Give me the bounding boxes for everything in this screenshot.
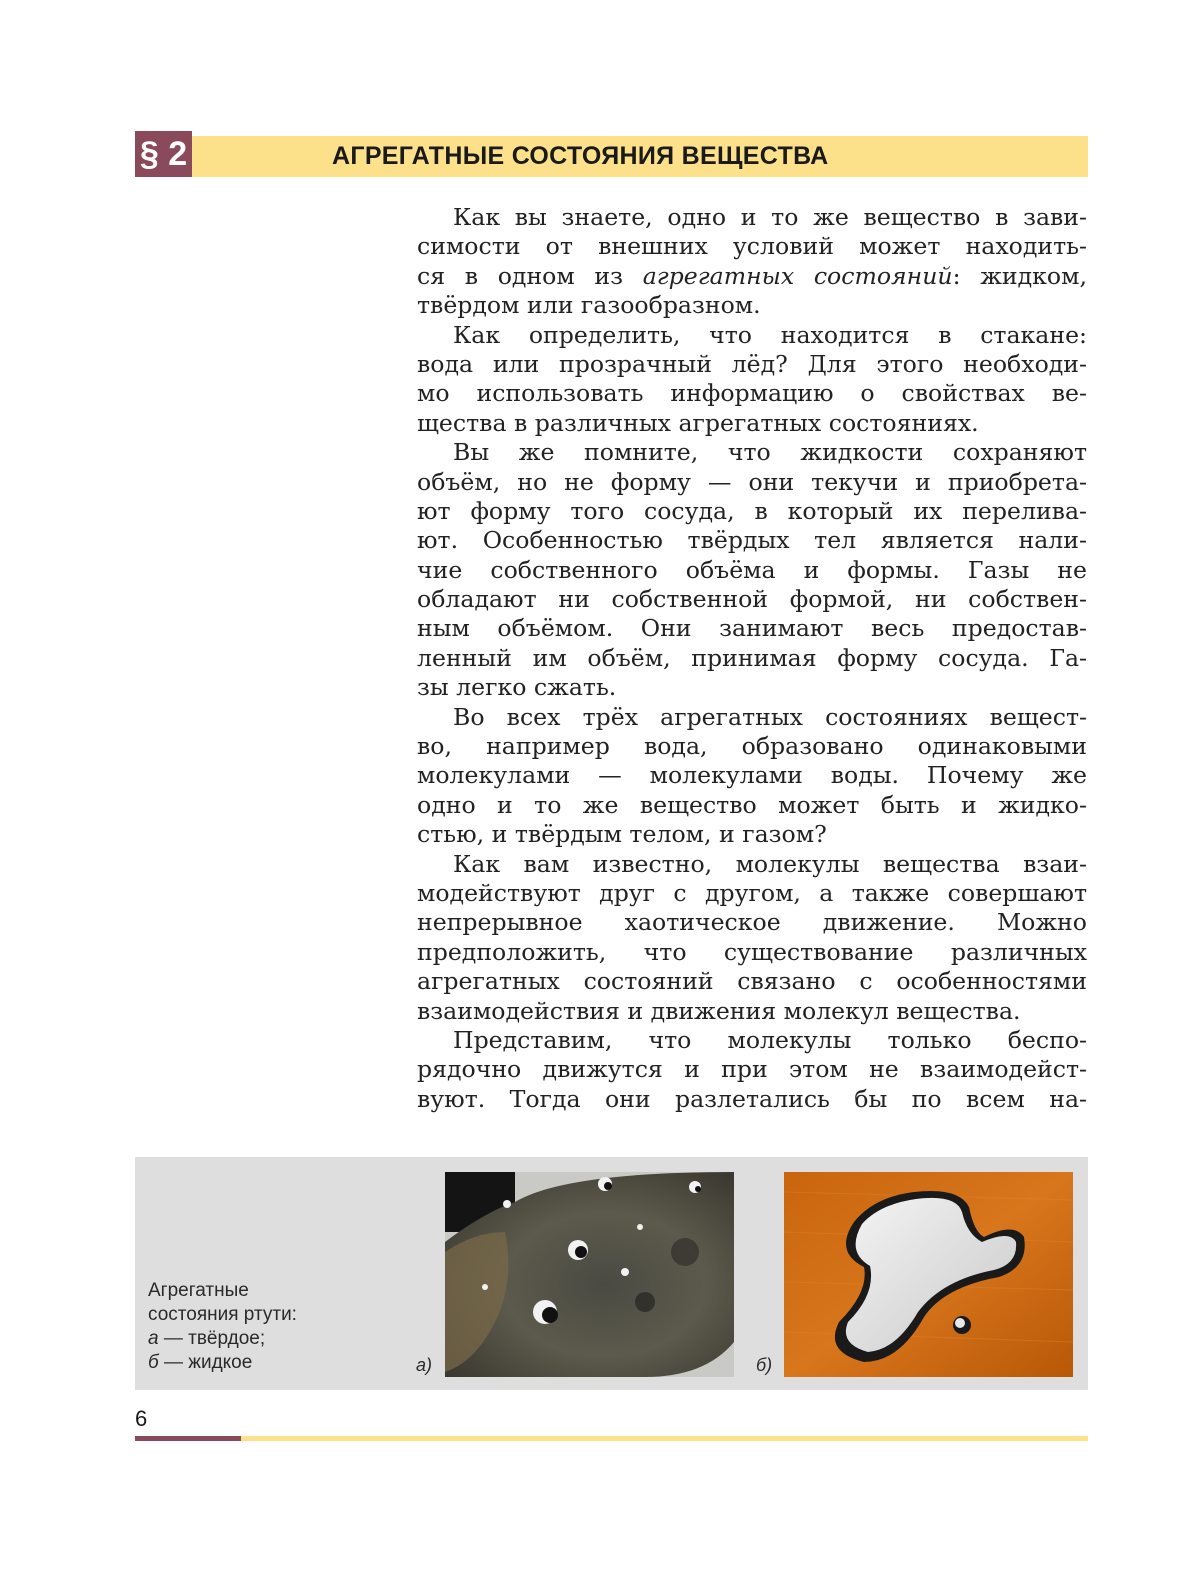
text-run: Как вам известно, молекулы вещества взаи- bbox=[453, 849, 1087, 878]
text-line bbox=[417, 879, 1087, 908]
text-run: твёрдом или газообразном. bbox=[417, 291, 761, 320]
text-run: Как вы знаете, одно и то же вещество в зави- bbox=[453, 203, 1087, 231]
section-title: АГРЕГАТНЫЕ СОСТОЯНИЯ ВЕЩЕСТВА bbox=[332, 142, 829, 170]
caption-letter: б bbox=[148, 1352, 159, 1373]
text-run: ют. Особенностью твёрдых тел является нали- bbox=[417, 526, 1087, 555]
text-line bbox=[417, 409, 1087, 438]
caption-line bbox=[148, 1351, 297, 1375]
text-run: стью, и твёрдым телом, и газом? bbox=[417, 820, 827, 849]
body-text bbox=[417, 203, 1087, 1114]
text-line bbox=[417, 908, 1087, 937]
text-line bbox=[417, 203, 1087, 232]
emphasized-term: агрегатных состояний bbox=[642, 261, 953, 290]
text-line bbox=[417, 321, 1087, 350]
text-run: вода или прозрачный лёд? Для этого необходи- bbox=[417, 349, 1087, 378]
text-line bbox=[417, 262, 1087, 291]
text-line bbox=[417, 644, 1087, 673]
text-line bbox=[417, 1055, 1087, 1084]
text-run: объём, но не форму — они текучи и приобрета- bbox=[417, 467, 1087, 496]
footer-rule-accent bbox=[135, 1436, 241, 1441]
text-line bbox=[417, 1085, 1087, 1114]
footer-rule bbox=[241, 1436, 1088, 1441]
text-line bbox=[417, 732, 1087, 761]
text-run: ным объёмом. Они занимают весь предостав- bbox=[417, 614, 1087, 643]
text-run: непрерывное хаотическое движение. Можно bbox=[417, 908, 1087, 937]
text-line bbox=[417, 350, 1087, 379]
text-line bbox=[417, 703, 1087, 732]
text-line bbox=[417, 791, 1087, 820]
text-run: агрегатных состояний связано с особенностями bbox=[417, 967, 1087, 996]
page-number: 6 bbox=[135, 1406, 148, 1431]
text-line bbox=[417, 938, 1087, 967]
text-line bbox=[417, 438, 1087, 467]
text-run: взаимодействия и движения молекул вещества. bbox=[417, 996, 1021, 1025]
text-line bbox=[417, 761, 1087, 790]
text-run: Во всех трёх агрегатных состояниях вещест- bbox=[453, 702, 1087, 731]
text-line bbox=[417, 997, 1087, 1026]
text-line bbox=[417, 673, 1087, 702]
caption-line: Агрегатные bbox=[148, 1280, 249, 1301]
solid-mercury-photo bbox=[445, 1172, 734, 1377]
text-line bbox=[417, 291, 1087, 320]
caption-line: состояния ртути: bbox=[148, 1304, 297, 1325]
text-line bbox=[417, 526, 1087, 555]
text-run: обладают ни собственной формой, ни собствен- bbox=[417, 585, 1087, 614]
caption-line bbox=[148, 1327, 297, 1351]
title-bar bbox=[192, 136, 1088, 177]
text-line bbox=[417, 1026, 1087, 1055]
liquid-mercury-photo bbox=[784, 1172, 1073, 1377]
text-run: Как определить, что находится в стакане: bbox=[453, 320, 1087, 349]
photo-a-label: а) bbox=[416, 1355, 433, 1375]
text-run: щества в различных агрегатных состояниях. bbox=[417, 408, 979, 437]
text-run: одно и то же вещество может быть и жидко- bbox=[417, 790, 1087, 819]
text-run: ся в одном из bbox=[417, 261, 643, 290]
photo-b-label: б) bbox=[756, 1355, 773, 1375]
text-run: ют форму того сосуда, в который их перелива- bbox=[417, 496, 1087, 525]
caption-letter: а bbox=[148, 1328, 159, 1349]
text-line bbox=[417, 379, 1087, 408]
text-run: мо использовать информацию о свойствах ве- bbox=[417, 379, 1087, 408]
text-run: модействуют друг с другом, а также совершают bbox=[417, 878, 1087, 907]
text-run: ленный им объём, принимая форму сосуда. Га- bbox=[417, 643, 1087, 672]
text-line bbox=[417, 556, 1087, 585]
figure-caption bbox=[148, 1279, 297, 1375]
section-header bbox=[135, 131, 1088, 177]
text-run: молекулами — молекулами воды. Почему же bbox=[417, 761, 1087, 790]
text-run: симости от внешних условий может находить- bbox=[417, 232, 1087, 261]
text-line bbox=[417, 468, 1087, 497]
caption-text: — жидкое bbox=[158, 1352, 253, 1373]
text-line bbox=[417, 232, 1087, 261]
text-run: предположить, что существование различных bbox=[417, 937, 1087, 966]
text-line bbox=[417, 614, 1087, 643]
section-number: § 2 bbox=[139, 135, 188, 173]
text-line bbox=[417, 585, 1087, 614]
text-run: Вы же помните, что жидкости сохраняют bbox=[453, 438, 1087, 467]
text-line bbox=[417, 850, 1087, 879]
text-run: : жидком, bbox=[952, 261, 1087, 290]
text-line bbox=[417, 967, 1087, 996]
text-line bbox=[417, 497, 1087, 526]
figure-panel bbox=[135, 1157, 1088, 1390]
text-run: рядочно движутся и при этом не взаимодейст- bbox=[417, 1055, 1087, 1084]
caption-text: — твёрдое; bbox=[158, 1328, 266, 1349]
text-run: Представим, что молекулы только беспо- bbox=[453, 1025, 1087, 1054]
text-run: чие собственного объёма и формы. Газы не bbox=[417, 555, 1087, 584]
text-run: во, например вода, образовано одинаковыми bbox=[417, 732, 1087, 761]
section-number-badge bbox=[135, 131, 192, 177]
text-run: зы легко сжать. bbox=[417, 673, 617, 702]
text-run: вуют. Тогда они разлетались бы по всем на- bbox=[417, 1084, 1087, 1113]
text-line bbox=[417, 820, 1087, 849]
